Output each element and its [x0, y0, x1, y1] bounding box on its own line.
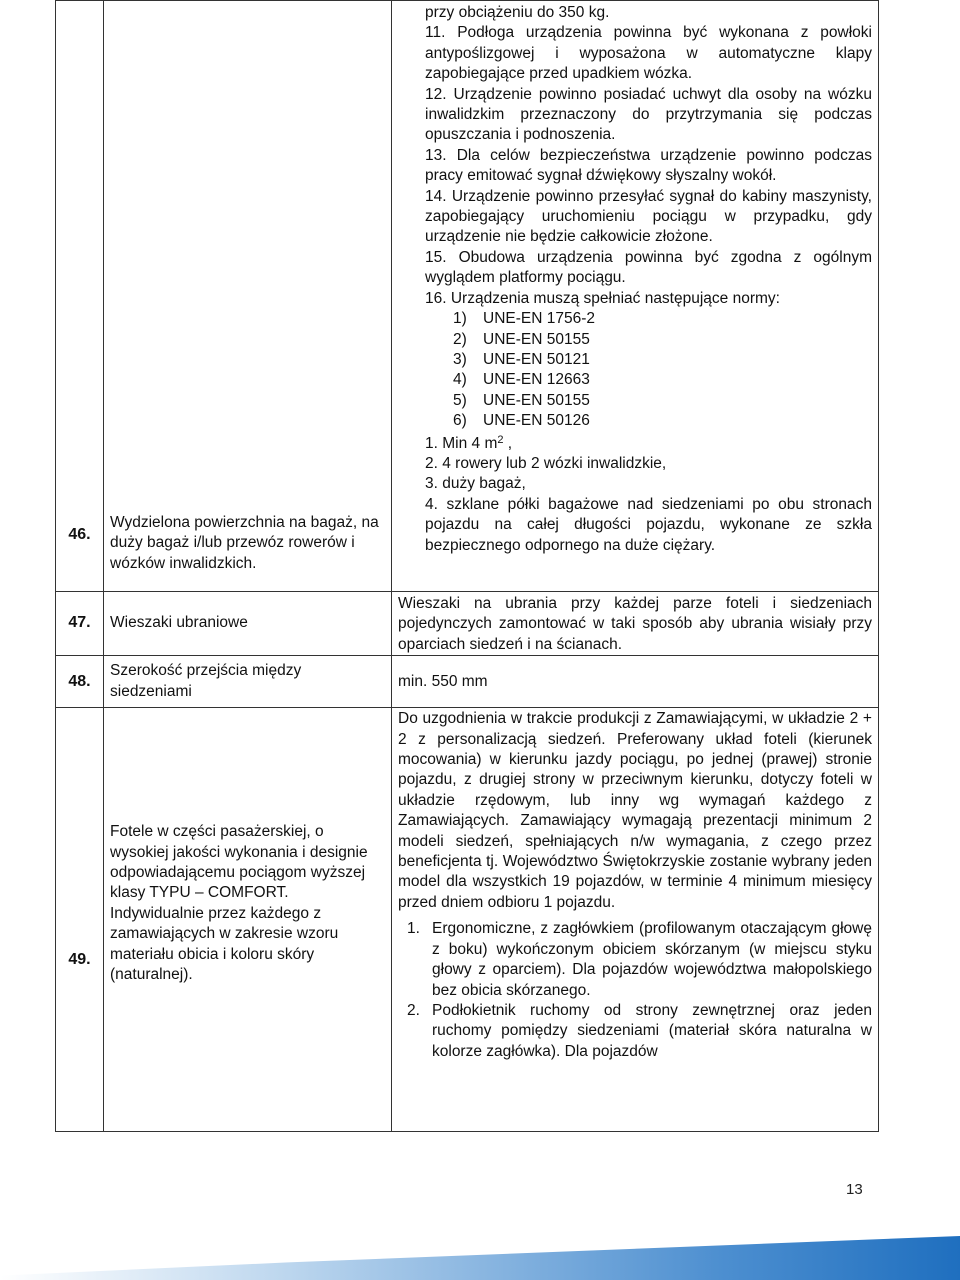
row-name: [104, 708, 392, 1132]
row-name-part: Fotele w części pasażerskiej, o wysokiej jakości wykonania i designie odpowiadającemu pociągom wyższej klasy TYPU – COMFORT.: [110, 823, 368, 902]
page-number: 13: [846, 1181, 863, 1198]
text-line: 12. Urządzenie powinno posiadać uchwyt dla osoby na wózku inwalidzkim przeznaczony do przytrzymania się podczas opuszczania i podnoszenia.: [425, 85, 872, 144]
row-number: 46.: [56, 1, 104, 592]
list-item: 6) UNE-EN 50126: [453, 412, 590, 430]
row-description: [392, 708, 879, 1132]
list-item: 3) UNE-EN 50121: [453, 350, 590, 368]
description-paragraph: Do uzgodnienia w trakcie produkcji z Zamawiającymi, w układzie 2 + 2 z personalizacją siedzeń. Preferowany układ foteli (kierunek mocowania) w kierunku jazdy pociągu, po jednej (prawej) stronie pojazdu, z drugiej strony w przeciwnym kierunku, dotyczy foteli w układzie rzędowym, lub inny wg wymagań każdego z Zamawiających. Zamawiający wymagają prezentacji minimum 2 modeli siedzeń, spełniających n/w wymagania, z czego przez beneficjenta tj. Województwo Świętokrzyskie zostanie wybrany jeden model dla wszystkich 19 pojazdów, w terminie 4 minimum miesięcy przed dniem odbioru 1 pojazdu.: [398, 710, 872, 911]
text-line: 14. Urządzenie powinno przesyłać sygnał do kabiny maszynisty, zapobiegający uruchomieniu pociągu w przypadku, gdy urządzenie nie będzie całkowicie złożone.: [425, 187, 872, 246]
row-number: 48.: [56, 656, 104, 708]
table-row: [56, 708, 879, 1132]
row-description: [392, 1, 879, 592]
row-description: min. 550 mm: [392, 656, 879, 708]
row-name: Wieszaki ubraniowe: [104, 592, 392, 656]
table-row: [56, 1, 879, 592]
list-item: 2) UNE-EN 50155: [453, 330, 590, 348]
row-name-part: Indywidualnie przez każdego z zamawiających w zakresie wzoru materiału obicia i koloru skóry (naturalnej).: [110, 904, 339, 984]
row-name: Szerokość przejścia między siedzeniami: [104, 656, 392, 708]
text-line: 11. Podłoga urządzenia powinna być wykonana z powłoki antypoślizgowej i wyposażona w automatyczne klapy zapobiegające przed upadkiem wózka.: [425, 24, 872, 83]
row-number: 47.: [56, 592, 104, 656]
table-row: [56, 656, 879, 708]
list-item: 2. Podłokietnik ruchomy od strony zewnętrznej oraz jeden ruchomy pomiędzy siedzeniami (materiał skóra naturalna w kolorze zagłówka). Dla pojazdów: [407, 1001, 872, 1060]
text-line: 15. Obudowa urządzenia powinna być zgodna z ogólnym wyglądem platformy pociągu.: [425, 248, 872, 287]
list-item: 2. 4 rowery lub 2 wózki inwalidzkie,: [425, 454, 667, 472]
row-name: Wydzielona powierzchnia na bagaż, na duży bagaż i/lub przewóz rowerów i wózków inwalidzkich.: [104, 1, 392, 592]
list-item: 1) UNE-EN 1756-2: [453, 310, 595, 328]
list-item: 4. szklane półki bagażowe nad siedzeniami po obu stronach pojazdu na całej długości pojazdu, wykonane ze szkła bezpiecznego odpornego na duże ciężary.: [425, 495, 872, 554]
list-item: 5) UNE-EN 50155: [453, 391, 590, 409]
list-item: 1. Ergonomiczne, z zagłówkiem (profilowanym otaczającym głowę z boku) wykończonym obiciem skórzanym (w miejscu styku głowy z oparciem). Dla pojazdów województwa małopolskiego bez obicia skórzanego.: [407, 920, 872, 999]
specification-table: [55, 0, 879, 1132]
row-number: 49.: [56, 708, 104, 1132]
row-description: Wieszaki na ubrania przy każdej parze foteli i siedzeniach pojedynczych zamontować w taki sposób aby ubrania wisiały przy oparciach siedzeń i na ścianach.: [392, 592, 879, 656]
list-item: 3. duży bagaż,: [425, 475, 526, 493]
list-item: 4) UNE-EN 12663: [453, 371, 590, 389]
text-line: przy obciążeniu do 350 kg.: [425, 4, 610, 21]
text-line: 13. Dla celów bezpieczeństwa urządzenie powinno podczas pracy emitować sygnał dźwiękowy słyszalny wokół.: [425, 146, 872, 185]
table-row: [56, 592, 879, 656]
footer-accent-band: [0, 1236, 960, 1280]
list-item: 1. Min 4 $m^2$ ,: [425, 433, 513, 452]
text-line: 16. Urządzenia muszą spełniać następujące normy:: [425, 289, 780, 307]
